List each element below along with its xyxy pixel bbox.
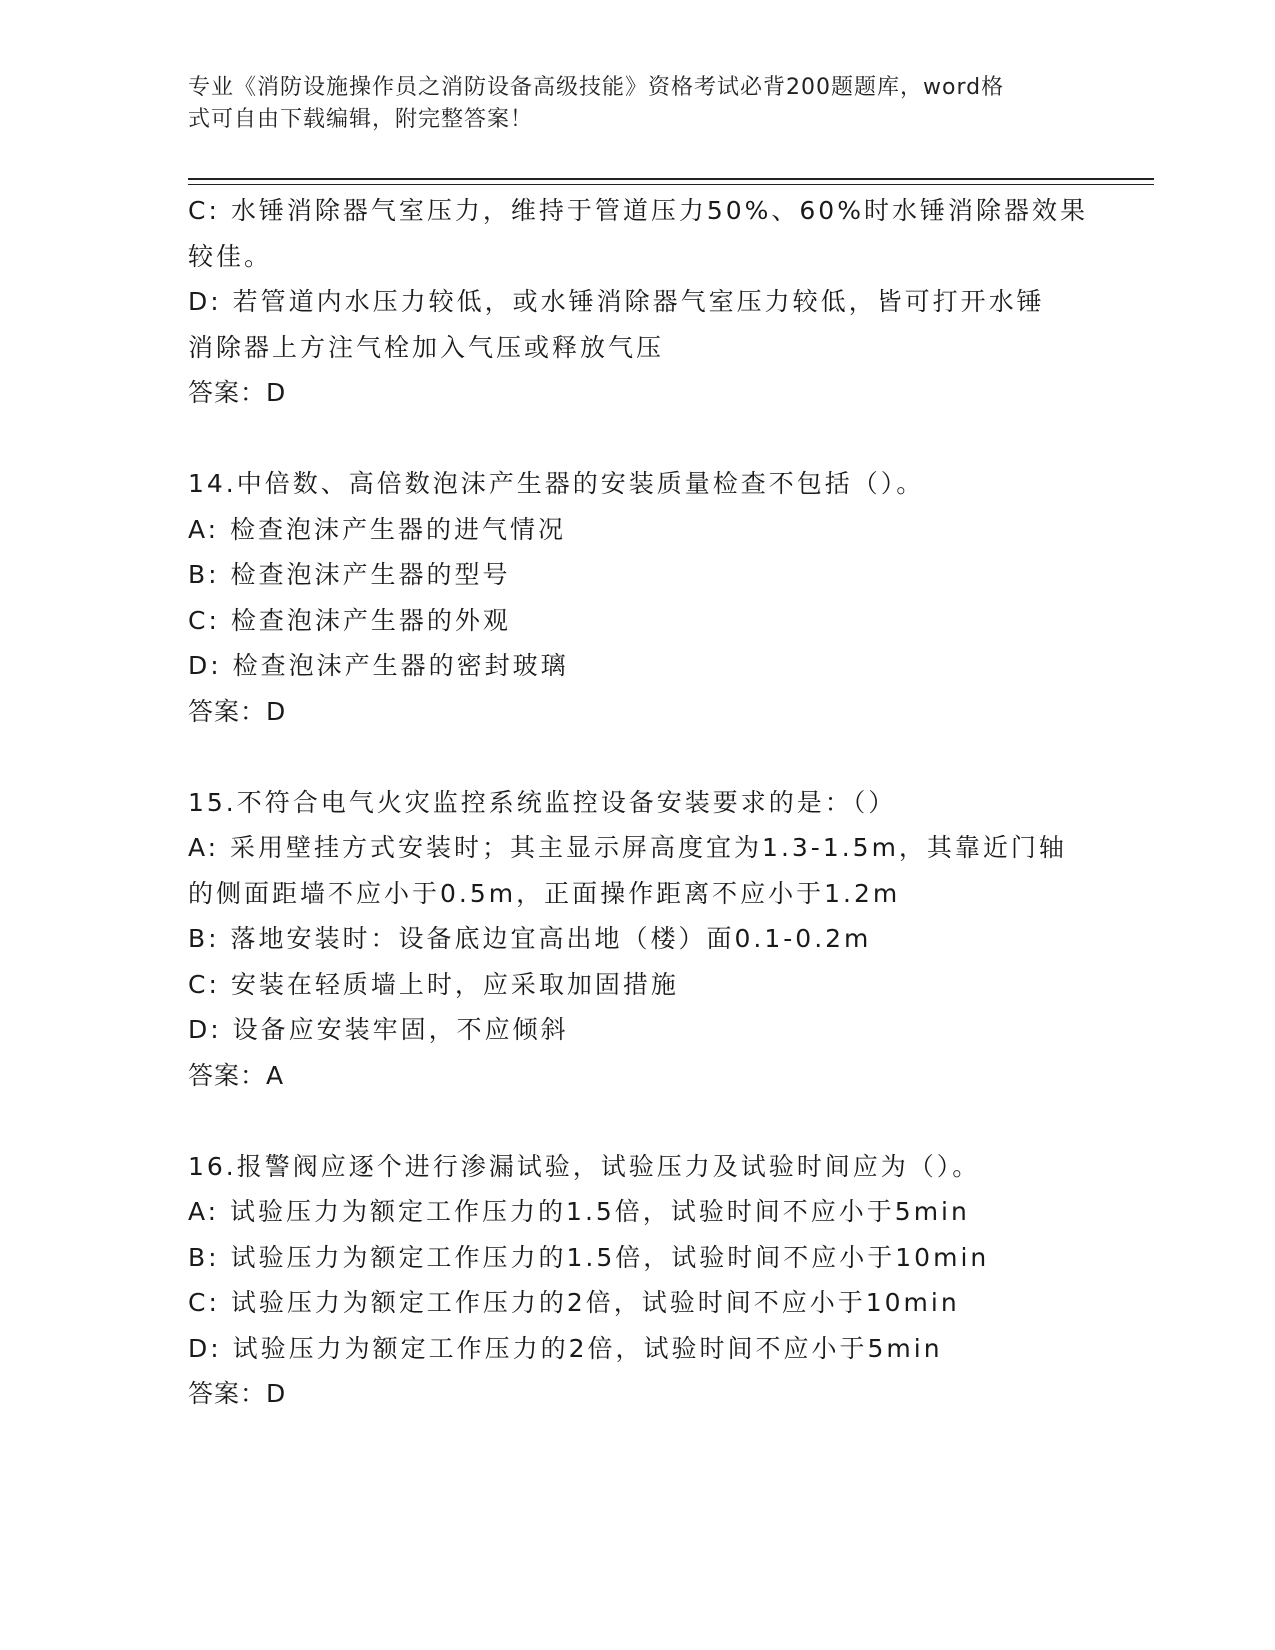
option-d-line-1: D: 若管道内水压力较低，或水锤消除器气室压力较低，皆可打开水锤 xyxy=(188,287,1045,316)
header-line-1: 专业《消防设施操作员之消防设备高级技能》资格考试必背200题题库，word格 xyxy=(188,75,1005,100)
document-header xyxy=(188,72,1088,136)
option-b: B: 试验压力为额定工作压力的1.5倍，试验时间不应小于10min xyxy=(188,1242,990,1272)
header-line-2: 式可自由下载编辑，附完整答案！ xyxy=(188,107,534,132)
option-d: D: 检查泡沫产生器的密封玻璃 xyxy=(188,651,569,680)
option-d: D: 试验压力为额定工作压力的2倍，试验时间不应小于5min xyxy=(188,1333,943,1363)
answer: 答案：D xyxy=(188,1379,287,1408)
option-d: D: 设备应安装牢固，不应倾斜 xyxy=(188,1015,569,1044)
question-stem: 15.不符合电气火灾监控系统监控设备安装要求的是：（） xyxy=(188,787,897,817)
option-c-line-1: C: 水锤消除器气室压力，维持于管道压力50%、60%时水锤消除器效果 xyxy=(188,196,1088,225)
question-14 xyxy=(188,461,1088,734)
option-c-line-2: 较佳。 xyxy=(188,241,273,271)
option-a-line-1: A: 采用壁挂方式安装时；其主显示屏高度宜为1.3-1.5m，其靠近门轴 xyxy=(188,833,1067,862)
answer: 答案：A xyxy=(188,1060,285,1090)
option-a-line-2: 的侧面距墙不应小于0.5m，正面操作距离不应小于1.2m xyxy=(188,878,901,908)
question-13-continued xyxy=(188,188,1088,416)
option-a: A: 检查泡沫产生器的进气情况 xyxy=(188,514,567,544)
option-b: B: 检查泡沫产生器的型号 xyxy=(188,560,511,589)
spacer xyxy=(188,416,1088,462)
question-16 xyxy=(188,1144,1088,1417)
answer: 答案：D xyxy=(188,696,287,726)
option-c: C: 安装在轻质墙上时，应采取加固措施 xyxy=(188,969,679,999)
document-body xyxy=(188,188,1088,1417)
answer: 答案：D xyxy=(188,378,287,407)
spacer xyxy=(188,1098,1088,1144)
question-stem: 14.中倍数、高倍数泡沫产生器的安装质量检查不包括（）。 xyxy=(188,469,925,498)
question-stem: 16.报警阀应逐个进行渗漏试验，试验压力及试验时间应为（）。 xyxy=(188,1151,981,1181)
option-c: C: 检查泡沫产生器的外观 xyxy=(188,605,511,635)
option-d-line-2: 消除器上方注气栓加入气压或释放气压 xyxy=(188,332,665,362)
question-15 xyxy=(188,780,1088,1099)
spacer xyxy=(188,734,1088,780)
header-rule-thin xyxy=(188,184,1154,185)
option-a: A: 试验压力为额定工作压力的1.5倍，试验时间不应小于5min xyxy=(188,1197,970,1226)
option-b: B: 落地安装时：设备底边宜高出地（楼）面0.1-0.2m xyxy=(188,924,872,953)
option-c: C: 试验压力为额定工作压力的2倍，试验时间不应小于10min xyxy=(188,1288,960,1317)
header-rule-thick xyxy=(188,178,1154,180)
